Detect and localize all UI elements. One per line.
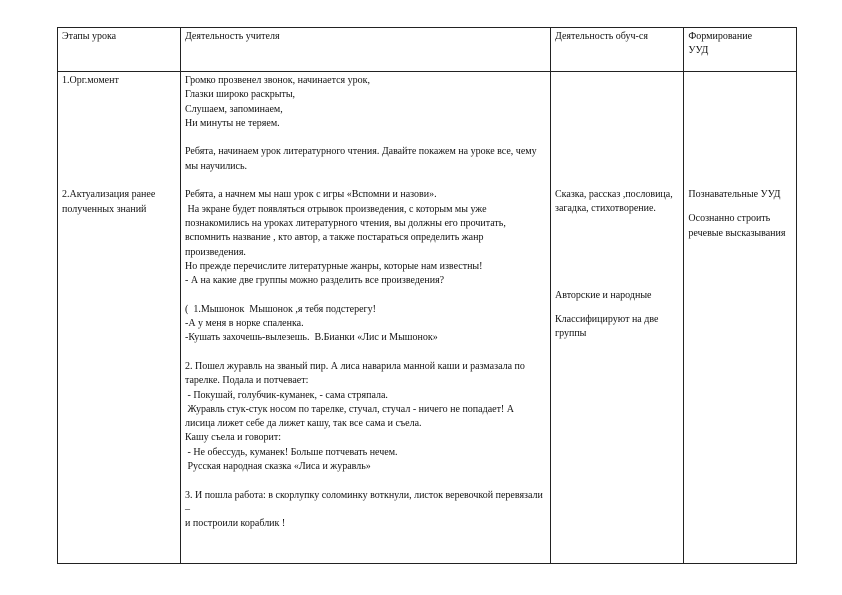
stage-spacer — [62, 88, 176, 188]
excerpt-line: -Кушать захочешь-вылезешь. В.Бианки «Лис и Мышонок» — [184, 332, 438, 344]
poem-line: Ни минуты не теряем. — [184, 117, 280, 129]
game-line: Но прежде перечислите литературные жанры, которые нам известны! — [184, 260, 483, 272]
excerpt-line: ( 1.Мышонок Мышонок ,я тебя подстерегу! — [184, 303, 376, 315]
excerpt-line: - Покушай, голубчик-куманек, - сама стряпала. — [184, 389, 388, 401]
excerpt-line: Русская народная сказка «Лиса и журавль» — [184, 461, 371, 473]
paragraph-gap — [185, 346, 546, 360]
stage-org-moment: 1.Орг.момент — [62, 75, 119, 86]
paragraph-gap — [185, 174, 546, 188]
excerpt-line: Кашу съела и говорит: — [184, 432, 281, 444]
header-stage-text: Этапы урока — [62, 31, 117, 42]
stage-actualization: 2.Актуализация ранее полученных знаний — [62, 189, 156, 215]
excerpt-line: -А у меня в норке спаленка. — [184, 318, 304, 330]
uud-spacer — [688, 74, 792, 188]
excerpt-line: 2. Пошел журавль на званый пир. А лиса наварила манной каши и размазала по тарелке. Подала и потчевает: — [184, 360, 528, 387]
header-uud — [684, 28, 797, 72]
game-line: Ребята, а начнем мы наш урок с игры «Вспомни и назови». — [184, 189, 437, 201]
header-student — [551, 28, 684, 72]
header-student-text: Деятельность обуч-ся — [555, 31, 648, 42]
paragraph-gap — [688, 202, 792, 212]
student-groups: Авторские и народные — [555, 289, 652, 301]
paragraph-gap — [185, 131, 546, 145]
paragraph-gap — [185, 474, 546, 488]
poem-line: Громко прозвенел звонок, начинается урок, — [184, 75, 371, 86]
uud-cell — [684, 72, 797, 564]
paragraph-gap — [185, 288, 546, 302]
poem-line: Глазки широко раскрыты, — [184, 89, 296, 101]
student-spacer — [555, 74, 679, 188]
header-stage — [58, 28, 181, 72]
stage-cell — [58, 72, 181, 564]
student-classify: Классифицируют на две группы — [555, 313, 661, 340]
excerpt-line: - Не обессудь, куманек! Больше потчевать нечем. — [184, 446, 398, 458]
table-header-row — [58, 28, 797, 72]
teacher-cell — [180, 72, 550, 564]
header-uud-line2: УУД — [688, 45, 709, 57]
uud-type: Познавательные УУД — [688, 189, 781, 200]
excerpt-line: Журавль стук-стук носом по тарелке, стучал, стучал - ничего не попадает! А лисица лижет себе да лижет кашу, так все сама и съела. — [184, 403, 517, 430]
paragraph-gap — [555, 303, 679, 313]
header-teacher — [180, 28, 550, 72]
intro-paragraph: Ребята, начинаем урок литературного чтения. Давайте покажем на уроке все, чему мы научились. — [184, 146, 540, 172]
student-spacer — [555, 217, 679, 289]
uud-skill: Осознанно строить речевые высказывания — [688, 213, 786, 239]
header-uud-line1: Формирование — [688, 31, 753, 42]
header-teacher-text: Деятельность учителя — [184, 31, 280, 42]
student-genres: Сказка, рассказ ,пословица, загадка, стихотворение. — [555, 189, 676, 215]
lesson-plan-table — [57, 27, 797, 564]
table-body-row — [58, 72, 797, 564]
poem-line: Слушаем, запоминаем, — [184, 103, 283, 115]
game-line: - А на какие две группы можно разделить все произведения? — [184, 275, 445, 287]
excerpt-line: 3. И пошла работа: в скорлупку соломинку воткнули, листок веревочкой перевязали – — [184, 489, 546, 515]
game-line: На экране будет появляться отрывок произведения, с которым мы уже познакомились на уроках литературного чтения, вы должны его прочитать, вспомнить название , кто автор, а также постараться определить жанр произведения. — [184, 203, 509, 258]
excerpt-line: и построили кораблик ! — [184, 518, 286, 530]
student-cell — [551, 72, 684, 564]
